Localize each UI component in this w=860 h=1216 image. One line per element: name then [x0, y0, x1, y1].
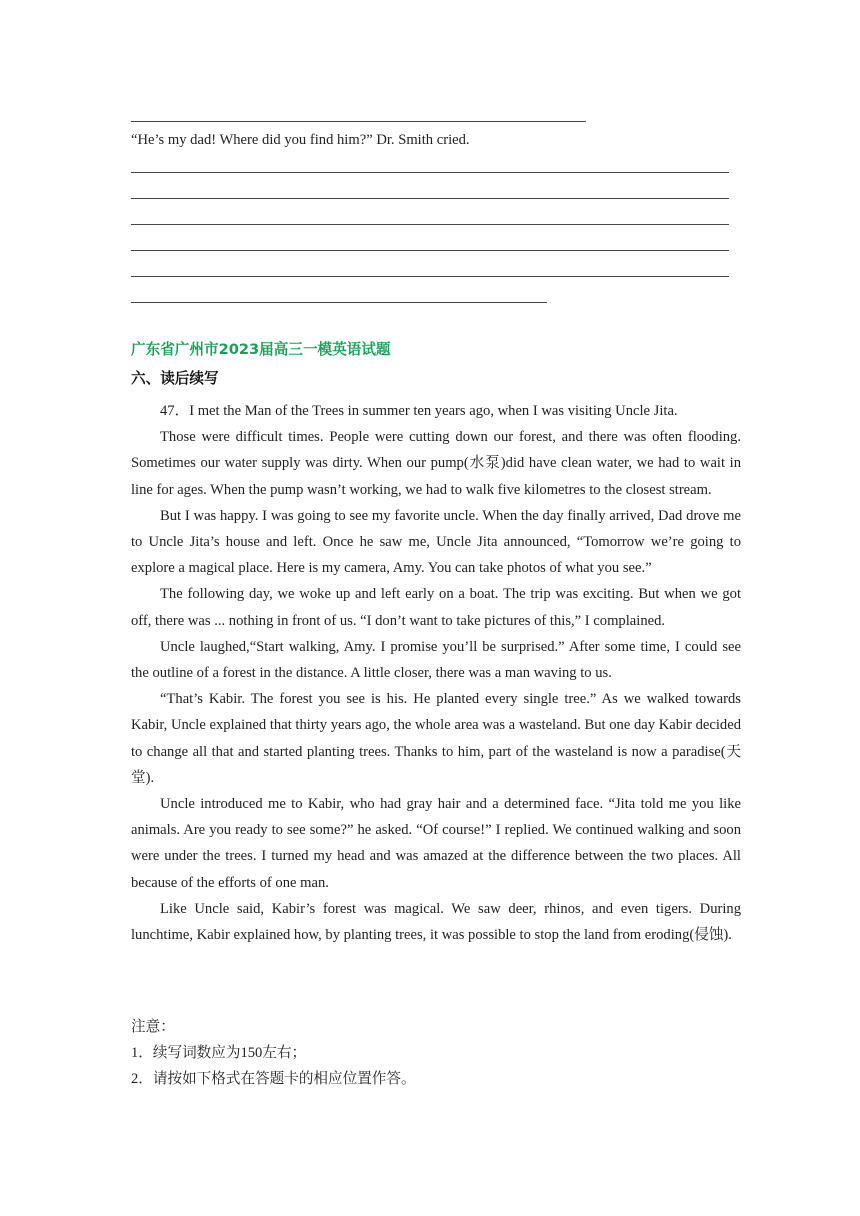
- story-paragraph: But I was happy. I was going to see my favorite uncle. When the day finally arrived, Dad drove me to Uncle Jita’s house and left. Once he saw me, Uncle Jita announced, “Tomorrow we’re going to explore a magical place. Here is my camera, Amy. You can take photos of what you see.”: [131, 507, 741, 577]
- source-title: 广东省广州市2023届高三一模英语试题: [131, 341, 391, 358]
- story-paragraph: 47．I met the Man of the Trees in summer ten years ago, when I was visiting Uncle Jita.: [160, 403, 678, 419]
- answer-line: [131, 198, 729, 199]
- story-paragraph: Uncle laughed,“Start walking, Amy. I promise you’ll be surprised.” After some time, I could see the outline of a forest in the distance. A little closer, there was a man waving to us.: [131, 638, 741, 682]
- prompt-sentence: “He’s my dad! Where did you find him?” Dr. Smith cried.: [131, 132, 470, 148]
- note-item: 2．请按如下格式在答题卡的相应位置作答。: [131, 1071, 416, 1088]
- answer-line: [131, 121, 586, 122]
- answer-line: [131, 172, 729, 173]
- answer-line: [131, 276, 729, 277]
- answer-line: [131, 302, 547, 303]
- story-paragraph: The following day, we woke up and left early on a boat. The trip was exciting. But when we got off, there was ... nothing in front of us. “I don’t want to take pictures of this,” I complained.: [131, 586, 741, 629]
- story-paragraph: “That’s Kabir. The forest you see is his. He planted every single tree.” As we walked towards Kabir, Uncle explained that thirty years ago, the whole area was a wasteland. But one day Kabir decided to change all that and started planting trees. Thanks to him, part of the wasteland is now a paradise(天堂).: [131, 691, 741, 786]
- answer-line: [131, 224, 729, 225]
- note-item: 1．续写词数应为150左右；: [131, 1045, 307, 1062]
- section-title: 六、读后续写: [131, 370, 219, 387]
- answer-line: [131, 250, 729, 251]
- notes-block: [131, 1014, 741, 1093]
- notes-label: 注意：: [131, 1019, 175, 1035]
- story-paragraph: Like Uncle said, Kabir’s forest was magical. We saw deer, rhinos, and even tigers. During lunchtime, Kabir explained how, by planting trees, it was possible to stop the land from eroding(侵蚀).: [131, 900, 741, 944]
- story-paragraph: Uncle introduced me to Kabir, who had gray hair and a determined face. “Jita told me you like animals. Are you ready to see some?” he asked. “Of course!” I replied. We continued walking and soon were under the trees. I turned my head and was amazed at the difference between the two places. All because of the efforts of one man.: [131, 796, 741, 891]
- story-paragraph: Those were difficult times. People were cutting down our forest, and there was often flooding. Sometimes our water supply was dirty. When our pump(水泵)did have clean water, we had to wait in line for ages. When the pump wasn’t working, we had to walk five kilometres to the closest stream.: [131, 429, 741, 498]
- story-text: [131, 398, 741, 948]
